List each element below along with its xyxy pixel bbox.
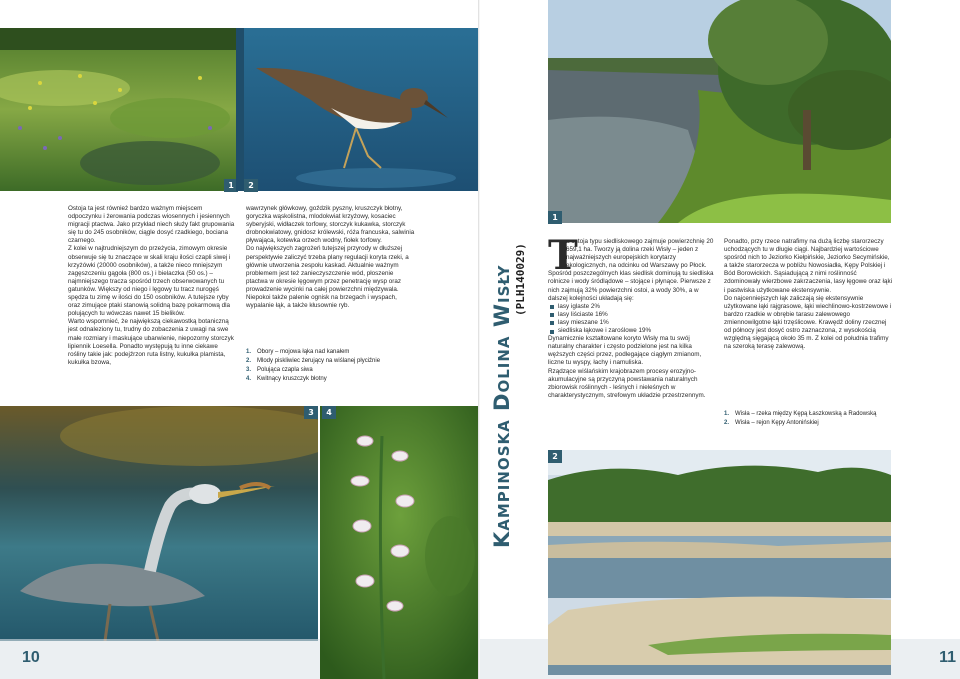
drop-cap: T bbox=[548, 232, 578, 279]
site-title: Kampinoska Dolina Wisły bbox=[490, 264, 514, 548]
caption-item: 2. Wisła – rejon Kępy Antonińskiej bbox=[724, 420, 819, 426]
vertical-title-block bbox=[486, 232, 526, 552]
paragraph: wawrzynek główkowy, goździk pyszny, kruszczyk błotny, goryczka wąskolistna, mlodokwiat krzyżowy, kosaciec syberyjski, widłaczek torfowy, storczyk kukawka, storczyk drobnokwiatowy, gnidosz królewski, róża francuska, salwinia pływająca, kotewka orzech wodny, fiołek torfowy. bbox=[246, 205, 415, 245]
paragraph: Ostoja ta jest również bardzo ważnym miejscem odpoczynku i żerowania podczas wiosennych i jesiennych migracji ptactwa. Jako przykład niech służy fakt grupowania się tu do 245 osobników, ciągle dosyć rzadkiego, bociana czarnego. bbox=[68, 205, 235, 245]
right-page bbox=[480, 0, 960, 679]
paragraph: Ponadto, przy rzece natrafimy na dużą liczbę starorzeczy uchodzących tu w długie ciągi. Najbardziej wartościowe spośród nich to Jeziorko Kiełpińskie, Jeziorko Secymińskie, a także starorzecza w pobliżu Nowosiadła, Kępy Polskiej i Bód Borowickich. Sąsiadującą z nimi roślinność zdominowały wierzbowe zakrzaczenia, lasy łęgowe oraz łąki i pastwiska użytkowane ekstensywnie. bbox=[724, 238, 892, 294]
paragraph: Warto wspomnieć, że największą ciekawostką botaniczną jest odnaleziony tu, trudny do zobaczenia z uwagi na swe małe rozmiary i maskujące ubarwienie, niepozorny storczyk lipiennik Loesella. Ponadto występują tu inne ciekawe rośliny takie jak: podejźrzon ruta listny, kukułka plamista, kukułka bzowa, bbox=[68, 318, 234, 366]
list-item: lasy liściaste 16% bbox=[558, 311, 714, 319]
page-number: 10 bbox=[22, 649, 40, 666]
photo-sandpiper bbox=[236, 28, 480, 191]
caption-item: 3. Polująca czapla siwa bbox=[246, 367, 313, 373]
paragraph: Dynamicznie kształtowane koryto Wisły ma tu swój naturalny charakter i często podzielone jest na kilka węższych części przez, podlegające ciągłym zmianom, liczne tu wyspy, łachy i namuliska. bbox=[548, 335, 702, 367]
paragraph: Z kolei w najtrudniejszym do przeżycia, zimowym okresie obserwuje się tu znaczące w skali kraju ilości czapli siwej i krzyżówki (20000 osobników), a także nieco mniejszym zagęszczeniu gągoła (800 os.) i bielaczka (50 os.) – najmniejszego tracza spośród trzech obserwowanych tu gatunków. Większy od niego i lęgowy tu tracz nurogęś spędza tu zimę w ilości do 150 osobników. A tutejsze ryby oraz zimujące ptaki stanowią solidną bazę pokarmową dla polujących tu wówczas nawet 15 bielików. bbox=[68, 245, 231, 318]
caption-item: 1. Obory – mojowa łąka nad kanałem bbox=[246, 349, 350, 355]
list-item: siedliska łąkowe i zaroślowe 19% bbox=[558, 327, 714, 335]
paragraph: Rządzące wiślańskim krajobrazem procesy erozyjno-akumulacyjne są przyczyną powstawania naturalnych zbiorowisk roślinnych - leśnych i nieleśnych w charakterystycznym, strefowym układzie przestrzennym. bbox=[548, 367, 706, 399]
left-column-1 bbox=[68, 205, 235, 367]
caption-item: 1. Wisła – rzeka między Kępą Łaszkowską a Radowską bbox=[724, 411, 877, 417]
photo-number: 3 bbox=[304, 406, 318, 419]
paragraph: Spośród poszczególnych klas siedlisk dominują tu siedliska rolnicze i wody śródlądowe – stojące i płynące. Pierwsze z nich zajmują 32% powierzchni ostoi, a wody 30%, a w dalszej kolejności układają się: bbox=[548, 270, 714, 302]
photo-heron bbox=[0, 406, 318, 641]
photo-orchid bbox=[320, 406, 480, 679]
habitat-list bbox=[548, 303, 714, 335]
photo-number: 1 bbox=[548, 211, 562, 224]
photo-number: 4 bbox=[322, 406, 336, 419]
photo-number: 1 bbox=[224, 179, 238, 192]
caption-item: 4. Kwitnący kruszczyk błotny bbox=[246, 376, 327, 382]
photo-number: 2 bbox=[244, 179, 258, 192]
photo-number: 2 bbox=[548, 450, 562, 463]
list-item: lasy mieszane 1% bbox=[558, 319, 714, 327]
right-captions bbox=[724, 410, 914, 428]
paragraph: Do największych zagrożeń tutejszej przyrody w dłuższej perspektywie zaliczyć trzeba plany regulacji koryta rzeki, a głównie utworzenia zespołu kaskad. Aktualnie ważnym problemem jest też zanieczyszczenie wód, płoszenie ptactwa w okresie lęgowym przez penetrację wysp oraz prowadzenie wycinki na całej powierzchni międzywala. Niepokoi także palenie ognisk na brzegach i wyspach, wypalanie łąk, a także kłusownie ryb. bbox=[246, 245, 409, 310]
left-column-2 bbox=[246, 205, 416, 310]
paragraph: a ostoja typu siedliskowego zajmuje powierzchnię 20 659,1 ha. Tworzy ją dolina rzeki Wisły – jeden z najważniejszych europejskich korytarzy ekologicznych, na odcinku od Warszawy po Płock. bbox=[566, 238, 714, 270]
caption-item: 2. Mlody piskliwiec żerujący na wiślanej płyciźnie bbox=[246, 358, 381, 364]
photo-river-trees bbox=[548, 0, 891, 223]
page-number: 11 bbox=[939, 649, 956, 666]
photo-meadow bbox=[0, 28, 236, 191]
right-column-2 bbox=[724, 238, 892, 351]
list-item: lasy iglaste 2% bbox=[558, 303, 714, 311]
right-column-1 bbox=[548, 232, 714, 400]
paragraph: Do najcenniejszych łąk zaliczają się ekstensywnie użytkowane łąki rajgrasowe, łąki wiechlinowo-kostrzewowe i bardzo rzadkie w obrębie tarasu zalewowego zmiennowilgotne łąki trzęślicowe. Krawędź doliny rzecznej od północy jest dosyć ostro zaznaczona, z wysokością względną sięgającą około 35 m. Z kolei od południa trafimy na szeroką terasę zalewową. bbox=[724, 294, 892, 351]
photo-river-panorama bbox=[548, 450, 891, 675]
site-code: (PLH140029) bbox=[514, 243, 527, 316]
left-captions bbox=[246, 348, 446, 384]
